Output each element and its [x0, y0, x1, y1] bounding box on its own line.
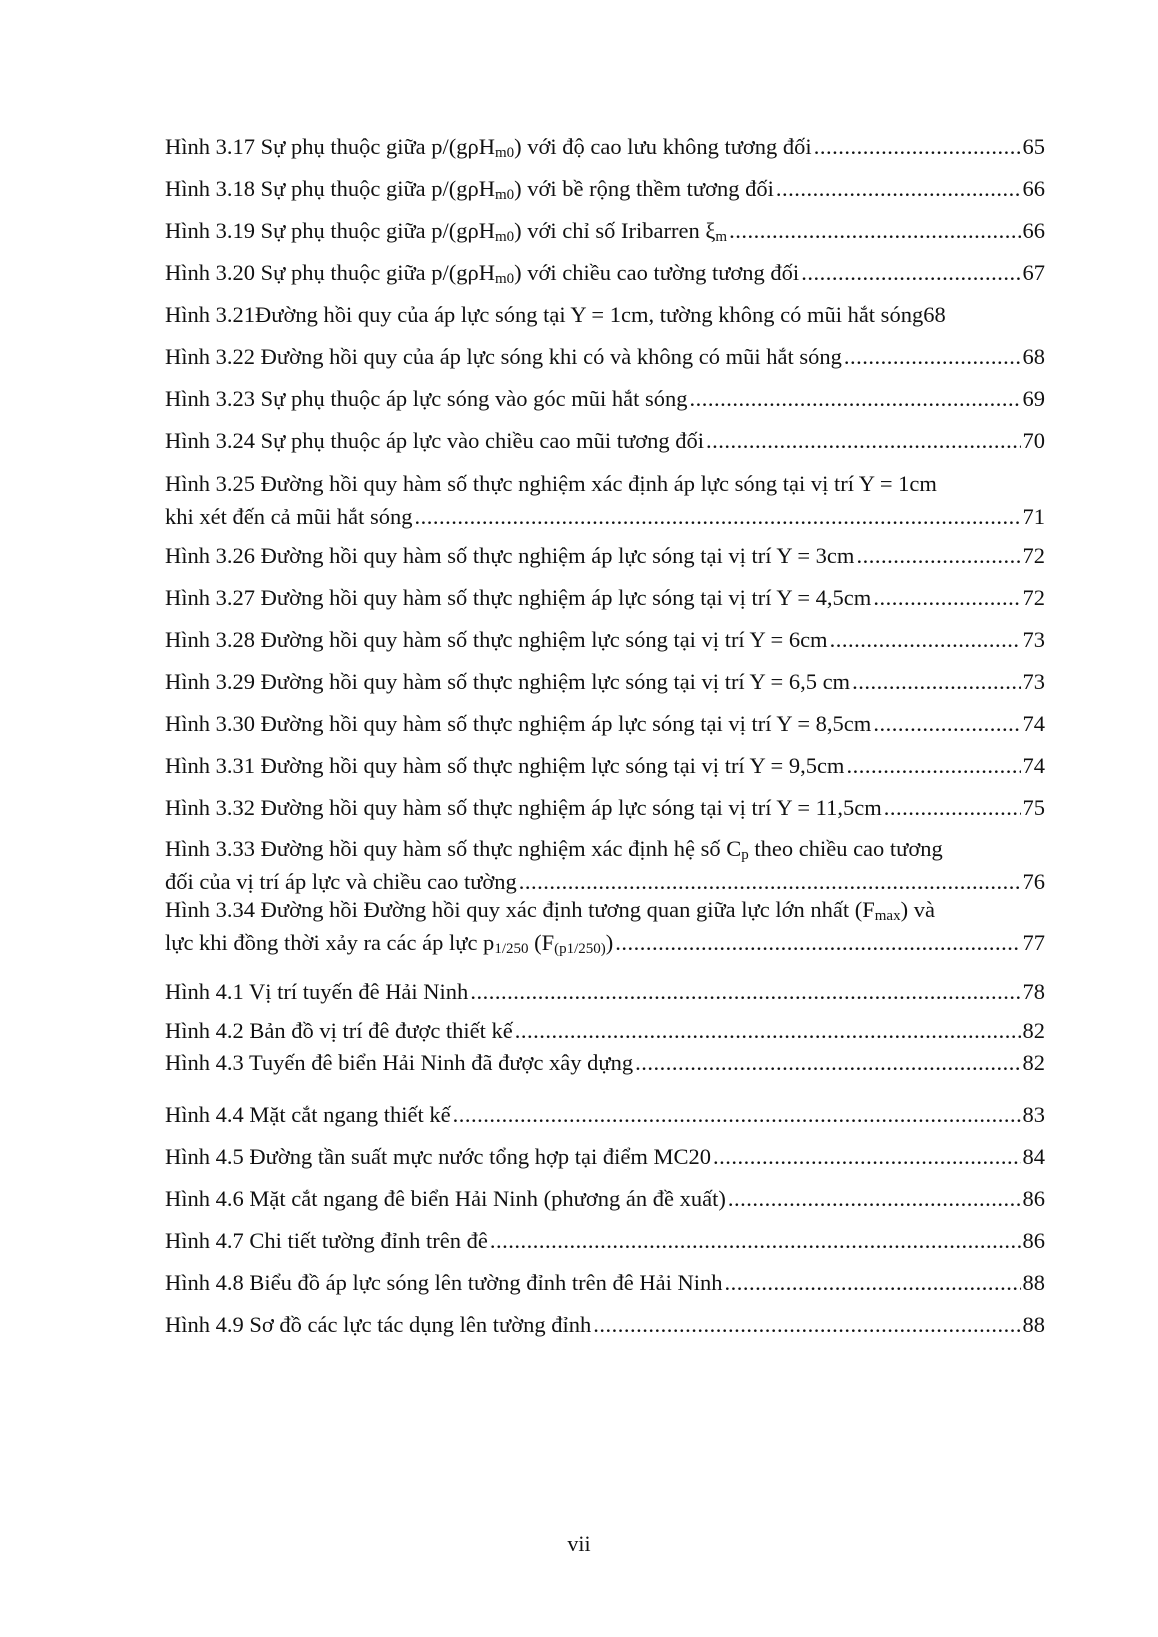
toc-entry-4-7[interactable] — [165, 1226, 1045, 1256]
toc-entry-page: 84 — [1022, 1144, 1045, 1169]
toc-entry-title: Hình 4.5 Đường tần suất mực nước tổng hợp tại điểm MC20 — [165, 1144, 711, 1169]
toc-entry-3-31[interactable] — [165, 751, 1045, 781]
toc-entry-3-27[interactable] — [165, 583, 1045, 613]
dot-leader — [728, 1184, 1021, 1214]
toc-entry-title: Hình 3.26 Đường hồi quy hàm số thực nghiệm áp lực sóng tại vị trí Y = 3cm — [165, 543, 855, 568]
toc-entry-title: Hình 3.28 Đường hồi quy hàm số thực nghiệm lực sóng tại vị trí Y = 6cm — [165, 627, 828, 652]
toc-entry-3-17[interactable] — [165, 132, 1045, 162]
toc-entry-title: Hình 3.27 Đường hồi quy hàm số thực nghiệm áp lực sóng tại vị trí Y = 4,5cm — [165, 585, 872, 610]
toc-entry-title-line2: lực khi đồng thời xảy ra các áp lực $p_{1/250}$ $(F_{(p1/250)})$ — [165, 930, 614, 957]
toc-entry-3-34[interactable] — [165, 893, 1045, 959]
toc-entry-page: 74 — [1022, 753, 1045, 778]
toc-entry-3-23[interactable] — [165, 384, 1045, 414]
toc-entry-title: Hình 3.32 Đường hồi quy hàm số thực nghiệm áp lực sóng tại vị trí Y = 11,5cm — [165, 795, 882, 820]
toc-entry-page: 83 — [1022, 1102, 1045, 1127]
toc-entry-title-line1: Hình 3.25 Đường hồi quy hàm số thực nghiệm xác định áp lực sóng tại vị trí Y = 1cm — [165, 471, 937, 496]
toc-entry-title: Hình 4.7 Chi tiết tường đỉnh trên đê — [165, 1228, 488, 1253]
toc-entry-title: Hình 3.24 Sự phụ thuộc áp lực vào chiều cao mũi tương đối — [165, 428, 705, 453]
toc-entry-page: 74 — [1022, 711, 1045, 736]
dot-leader — [724, 1268, 1020, 1298]
toc-entry-3-18[interactable] — [165, 174, 1045, 204]
toc-entry-4-3[interactable] — [165, 1048, 1045, 1078]
toc-entry-title: Hình 3.31 Đường hồi quy hàm số thực nghiệm lực sóng tại vị trí Y = 9,5cm — [165, 753, 845, 778]
toc-entry-page: 86 — [1022, 1228, 1045, 1253]
dot-leader — [846, 751, 1020, 781]
toc-entry-page: 77 — [1022, 930, 1045, 955]
page-number-footer: vii — [567, 1531, 591, 1556]
dot-leader — [814, 132, 1021, 162]
toc-entry-page: 69 — [1022, 386, 1045, 411]
toc-entry-title: Hình 4.1 Vị trí tuyến đê Hải Ninh — [165, 979, 469, 1004]
dot-leader — [801, 258, 1020, 288]
toc-entry-3-30[interactable] — [165, 709, 1045, 739]
dot-leader — [884, 793, 1021, 823]
toc-entry-3-22[interactable] — [165, 342, 1045, 372]
toc-entry-page: 65 — [1022, 134, 1045, 159]
dot-leader — [713, 1142, 1021, 1172]
toc-entry-title-line1: Hình 3.34 Đường hồi Đường hồi quy xác định tương quan giữa lực lớn nhất $(F_{max})$ và — [165, 897, 935, 924]
toc-entry-title-line2: khi xét đến cả mũi hắt sóng — [165, 504, 413, 529]
dot-leader — [689, 384, 1020, 414]
toc-entry-4-8[interactable] — [165, 1268, 1045, 1298]
toc-entry-page: 70 — [1022, 428, 1045, 453]
toc-entry-3-19[interactable] — [165, 216, 1045, 246]
toc-entry-page: 67 — [1022, 260, 1045, 285]
toc-entry-page: 73 — [1022, 669, 1045, 694]
toc-entry-page: 66 — [1022, 176, 1045, 201]
toc-entry-title-line2: đối của vị trí áp lực và chiều cao tường — [165, 869, 517, 894]
toc-entry-title: Hình 4.9 Sơ đồ các lực tác dụng lên tường đỉnh — [165, 1312, 592, 1337]
toc-entry-title: Hình 3.22 Đường hồi quy của áp lực sóng khi có và không có mũi hắt sóng — [165, 344, 842, 369]
toc-entry-3-28[interactable] — [165, 625, 1045, 655]
dot-leader — [515, 1016, 1021, 1046]
toc-entry-4-2[interactable] — [165, 1016, 1045, 1046]
toc-entry-page: 82 — [1022, 1018, 1045, 1043]
toc-entry-title: Hình 3.30 Đường hồi quy hàm số thực nghiệm áp lực sóng tại vị trí Y = 8,5cm — [165, 711, 872, 736]
toc-entry-title: Hình 4.6 Mặt cắt ngang đê biển Hải Ninh (phương án đề xuất) — [165, 1186, 726, 1211]
toc-entry-title: Hình 3.23 Sự phụ thuộc áp lực sóng vào góc mũi hắt sóng — [165, 386, 688, 411]
dot-leader — [856, 541, 1020, 571]
toc-entry-title: Hình 3.21Đường hồi quy của áp lực sóng tại Y = 1cm, tường không có mũi hắt sóng — [165, 302, 924, 327]
toc-entry-title: Hình 3.17 Sự phụ thuộc giữa p/(gρH$_{m0}$) với độ cao lưu không tương đối — [165, 134, 812, 161]
toc-entry-4-1[interactable] — [165, 977, 1045, 1007]
dot-leader — [729, 216, 1020, 246]
toc-entry-3-20[interactable] — [165, 258, 1045, 288]
dot-leader — [635, 1048, 1020, 1078]
dot-leader — [615, 926, 1020, 959]
dot-leader — [593, 1310, 1020, 1340]
toc-entry-page: 86 — [1022, 1186, 1045, 1211]
toc-entry-page: 75 — [1022, 795, 1045, 820]
toc-entry-page: 71 — [1022, 504, 1045, 529]
toc-entry-title: Hình 4.3 Tuyến đê biển Hải Ninh đã được xây dựng — [165, 1050, 634, 1075]
toc-entry-4-9[interactable] — [165, 1310, 1045, 1340]
toc-entry-3-25[interactable] — [165, 467, 1045, 533]
toc-entry-page: 88 — [1022, 1312, 1045, 1337]
toc-entry-page: 78 — [1022, 979, 1045, 1004]
toc-entry-4-4[interactable] — [165, 1100, 1045, 1130]
dot-leader — [776, 174, 1021, 204]
toc-entry-page: 72 — [1022, 585, 1045, 610]
dot-leader — [470, 977, 1020, 1007]
toc-entry-title: Hình 3.18 Sự phụ thuộc giữa p/(gρH$_{m0}$) với bề rộng thềm tương đối — [165, 176, 774, 203]
toc-entry-3-26[interactable] — [165, 541, 1045, 571]
toc-entry-3-24[interactable] — [165, 426, 1045, 456]
toc-entry-3-21[interactable] — [165, 300, 1045, 330]
toc-entry-page: 72 — [1022, 543, 1045, 568]
toc-entry-4-5[interactable] — [165, 1142, 1045, 1172]
dot-leader — [453, 1100, 1021, 1130]
toc-entry-page: 73 — [1022, 627, 1045, 652]
toc-entry-page: 68 — [1022, 344, 1045, 369]
dot-leader — [706, 426, 1020, 456]
toc-entry-3-29[interactable] — [165, 667, 1045, 697]
toc-entry-page: 76 — [1022, 869, 1045, 894]
toc-entry-page: 82 — [1022, 1050, 1045, 1075]
dot-leader — [873, 709, 1020, 739]
dot-leader — [414, 500, 1020, 533]
dot-leader — [844, 342, 1021, 372]
toc-entry-page: 66 — [1022, 218, 1045, 243]
toc-entry-4-6[interactable] — [165, 1184, 1045, 1214]
toc-entry-title: Hình 4.4 Mặt cắt ngang thiết kế — [165, 1102, 451, 1127]
toc-entry-title: Hình 3.29 Đường hồi quy hàm số thực nghiệm lực sóng tại vị trí Y = 6,5 cm — [165, 669, 851, 694]
dot-leader — [830, 625, 1021, 655]
toc-entry-page: 88 — [1022, 1270, 1045, 1295]
toc-entry-title-line1: Hình 3.33 Đường hồi quy hàm số thực nghiệm xác định hệ số $C_p$ theo chiều cao tương — [165, 836, 943, 863]
toc-entry-page: 68 — [923, 302, 946, 327]
dot-leader — [873, 583, 1020, 613]
toc-entry-3-33[interactable] — [165, 832, 1045, 898]
toc-entry-title: Hình 4.2 Bản đồ vị trí đê được thiết kế — [165, 1018, 513, 1043]
toc-entry-title: Hình 3.19 Sự phụ thuộc giữa p/(gρH$_{m0}$) với chỉ số Iribarren $\xi_m$ — [165, 218, 728, 245]
toc-entry-title: Hình 3.20 Sự phụ thuộc giữa p/(gρH$_{m0}$) với chiều cao tường tương đối — [165, 260, 800, 287]
dot-leader — [490, 1226, 1021, 1256]
toc-entry-3-32[interactable] — [165, 793, 1045, 823]
dot-leader — [852, 667, 1020, 697]
toc-entry-title: Hình 4.8 Biểu đồ áp lực sóng lên tường đỉnh trên đê Hải Ninh — [165, 1270, 723, 1295]
